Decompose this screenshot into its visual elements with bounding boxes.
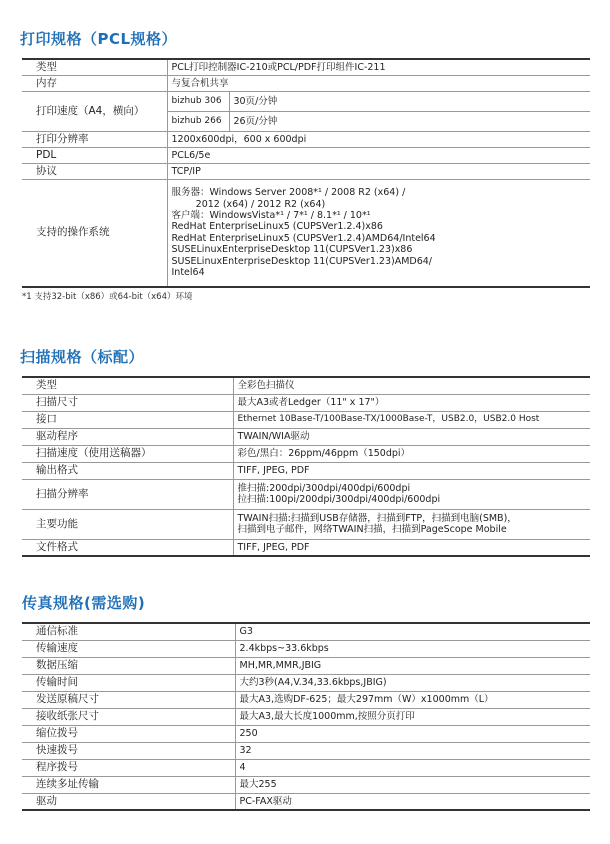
spec-value: TWAIN扫描:扫描到USB存储器，扫描到FTP，扫描到电脑(SMB)， 扫描到电子邮件，网络TWAIN扫描，扫描到PageScope Mobile [233,509,590,539]
table-row [22,674,590,691]
spec-value: PCL6/5e [167,147,590,163]
spec-label: 程序拨号 [22,759,235,776]
spec-value: 最大A3,选购DF-625；最大297mm（W）x1000mm（L） [235,691,590,708]
fax-section-title: 传真规格(需选购) [22,594,146,612]
table-row [22,75,590,91]
spec-label: 传输时间 [22,674,235,691]
spec-label: 驱动程序 [22,428,233,445]
spec-value: TIFF, JPEG, PDF [233,462,590,479]
spec-value: 全彩色扫描仪 [233,377,590,394]
spec-label: 发送原稿尺寸 [22,691,235,708]
spec-value: 2.4kbps~33.6kbps [235,640,590,657]
table-row [22,163,590,179]
spec-label: 协议 [22,163,167,179]
spec-value: 最大255 [235,776,590,793]
spec-value: 最大A3或者Ledger（11" x 17"） [233,394,590,411]
spec-value: 26页/分钟 [229,111,590,131]
table-row [22,147,590,163]
table-row [22,623,590,640]
table-row [22,509,590,539]
scan-section-title: 扫描规格（标配） [20,348,145,366]
spec-label: 扫描速度（使用送稿器） [22,445,233,462]
model-name: bizhub 266 [167,111,229,131]
spec-label: 连续多址传输 [22,776,235,793]
spec-label: 类型 [22,59,167,75]
table-row [22,742,590,759]
spec-label: 快速拨号 [22,742,235,759]
spec-label: 扫描分辨率 [22,479,233,509]
spec-value: 推扫描:200dpi/300dpi/400dpi/600dpi 拉扫描:100pi/200dpi/300dpi/400dpi/600dpi [233,479,590,509]
table-row [22,691,590,708]
spec-label: 接口 [22,411,233,428]
spec-label: 内存 [22,75,167,91]
table-row [22,59,590,75]
table-row [22,657,590,674]
table-row [22,640,590,657]
spec-value: Ethernet 10Base-T/100Base-TX/1000Base-T，USB2.0，USB2.0 Host [233,411,590,428]
spec-value: 与复合机共享 [167,75,590,91]
table-row [22,445,590,462]
spec-value: TWAIN/WIA驱动 [233,428,590,445]
spec-value: G3 [235,623,590,640]
spec-value: 最大A3,最大长度1000mm,按照分页打印 [235,708,590,725]
table-row [22,462,590,479]
pcl-spec-table [22,58,590,288]
table-row [22,708,590,725]
spec-label: 驱动 [22,793,235,810]
spec-label: 扫描尺寸 [22,394,233,411]
table-row [22,394,590,411]
spec-value: PCL打印控制器IC-210或PCL/PDF打印组件IC-211 [167,59,590,75]
spec-label: 类型 [22,377,233,394]
fax-spec-table [22,622,590,811]
pcl-section-title: 打印规格（PCL规格） [20,30,178,48]
table-row [22,411,590,428]
table-row [22,179,590,287]
spec-value: MH,MR,MMR,JBIG [235,657,590,674]
model-name: bizhub 306 [167,91,229,111]
spec-label: 主要功能 [22,509,233,539]
table-row [22,776,590,793]
table-row [22,479,590,509]
spec-label: 打印速度（A4，横向） [22,91,167,131]
table-row [22,131,590,147]
spec-value: 30页/分钟 [229,91,590,111]
footnote: *1 支持32-bit（x86）或64-bit（x64）环境 [22,292,193,302]
table-row [22,725,590,742]
spec-label: PDL [22,147,167,163]
spec-value: TCP/IP [167,163,590,179]
spec-value: 4 [235,759,590,776]
spec-label: 数据压缩 [22,657,235,674]
spec-label: 文件格式 [22,539,233,556]
spec-label: 接收纸张尺寸 [22,708,235,725]
spec-label: 输出格式 [22,462,233,479]
spec-value: TIFF, JPEG, PDF [233,539,590,556]
spec-value: 大约3秒(A4,V.34,33.6kbps,JBIG) [235,674,590,691]
spec-value: 服务器：Windows Server 2008*¹ / 2008 R2 (x64) / 2012 (x64) / 2012 R2 (x64) 客户端：WindowsVista*¹ / 7*¹ / 8.1*¹ / 10*¹ RedHat EnterpriseLinux5 (CUPSVer1.2.4)x86 RedHat EnterpriseLinux5 (CUPSVer1.2.4)AMD64/Intel64 SUSELinuxEnterpriseDesktop 11(CUPSVer1.23)x86 SUSELinuxEnterpriseDesktop 11(CUPSVer1.23)AMD64/ Intel64 [167,179,590,287]
table-row [22,91,590,111]
table-row [22,793,590,810]
table-row [22,539,590,556]
spec-label: 传输速度 [22,640,235,657]
spec-value: 1200x600dpi，600 x 600dpi [167,131,590,147]
spec-value: PC-FAX驱动 [235,793,590,810]
table-row [22,759,590,776]
scan-spec-table [22,376,590,557]
table-row [22,377,590,394]
spec-value: 彩色/黑白：26ppm/46ppm（150dpi） [233,445,590,462]
table-row [22,428,590,445]
spec-label: 缩位拨号 [22,725,235,742]
spec-value: 250 [235,725,590,742]
spec-label: 打印分辨率 [22,131,167,147]
spec-value: 32 [235,742,590,759]
spec-label: 通信标准 [22,623,235,640]
spec-label: 支持的操作系统 [22,179,167,287]
